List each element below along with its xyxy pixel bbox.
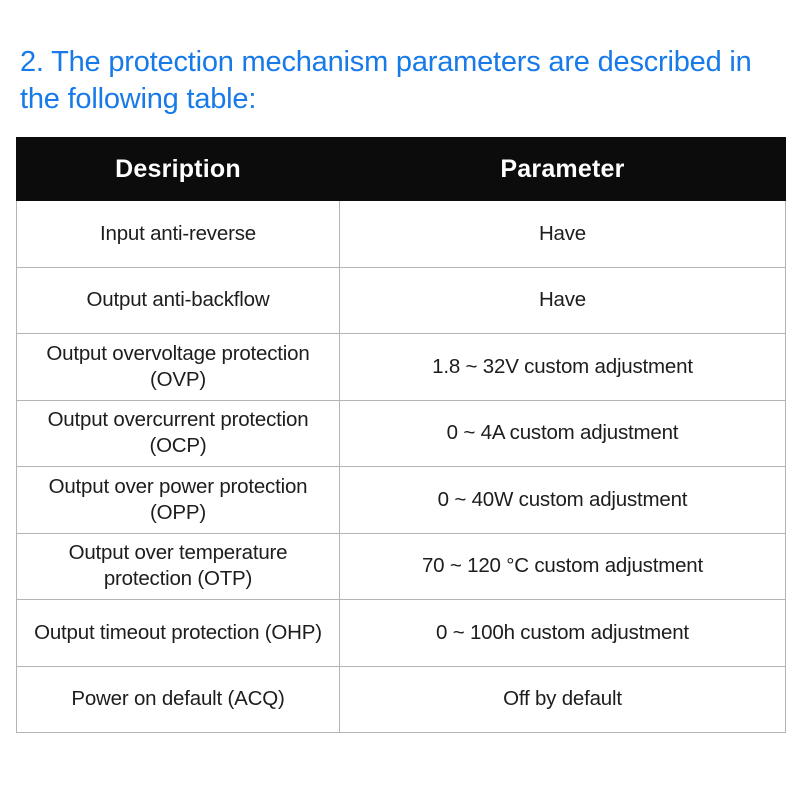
parameter-cell: 0 ~ 100h custom adjustment xyxy=(339,600,785,667)
table-row xyxy=(17,666,786,733)
table-header-row xyxy=(17,138,786,201)
table-row xyxy=(17,600,786,667)
description-cell: Output anti-backflow xyxy=(17,267,340,334)
parameter-cell: 0 ~ 4A custom adjustment xyxy=(339,400,785,467)
parameter-cell: 0 ~ 40W custom adjustment xyxy=(339,467,785,534)
description-cell: Output timeout protection (OHP) xyxy=(17,600,340,667)
table-row xyxy=(17,267,786,334)
description-cell: Input anti-reverse xyxy=(17,201,340,268)
table-row xyxy=(17,533,786,600)
table-row xyxy=(17,467,786,534)
parameter-cell: 1.8 ~ 32V custom adjustment xyxy=(339,334,785,401)
table-row xyxy=(17,201,786,268)
column-header-description: Desription xyxy=(17,138,340,201)
description-cell: Output over temperature protection (OTP) xyxy=(17,533,340,600)
table-row xyxy=(17,400,786,467)
description-cell: Power on default (ACQ) xyxy=(17,666,340,733)
description-cell: Output overcurrent protection (OCP) xyxy=(17,400,340,467)
description-cell: Output over power protection (OPP) xyxy=(17,467,340,534)
section-heading: 2. The protection mechanism parameters are described in the following table: xyxy=(20,46,752,115)
parameter-cell: 70 ~ 120 °C custom adjustment xyxy=(339,533,785,600)
description-cell: Output overvoltage protection (OVP) xyxy=(17,334,340,401)
table-row xyxy=(17,334,786,401)
parameter-cell: Have xyxy=(339,267,785,334)
parameter-cell: Off by default xyxy=(339,666,785,733)
column-header-parameter: Parameter xyxy=(339,138,785,201)
parameter-cell: Have xyxy=(339,201,785,268)
protection-parameters-table xyxy=(16,137,786,733)
